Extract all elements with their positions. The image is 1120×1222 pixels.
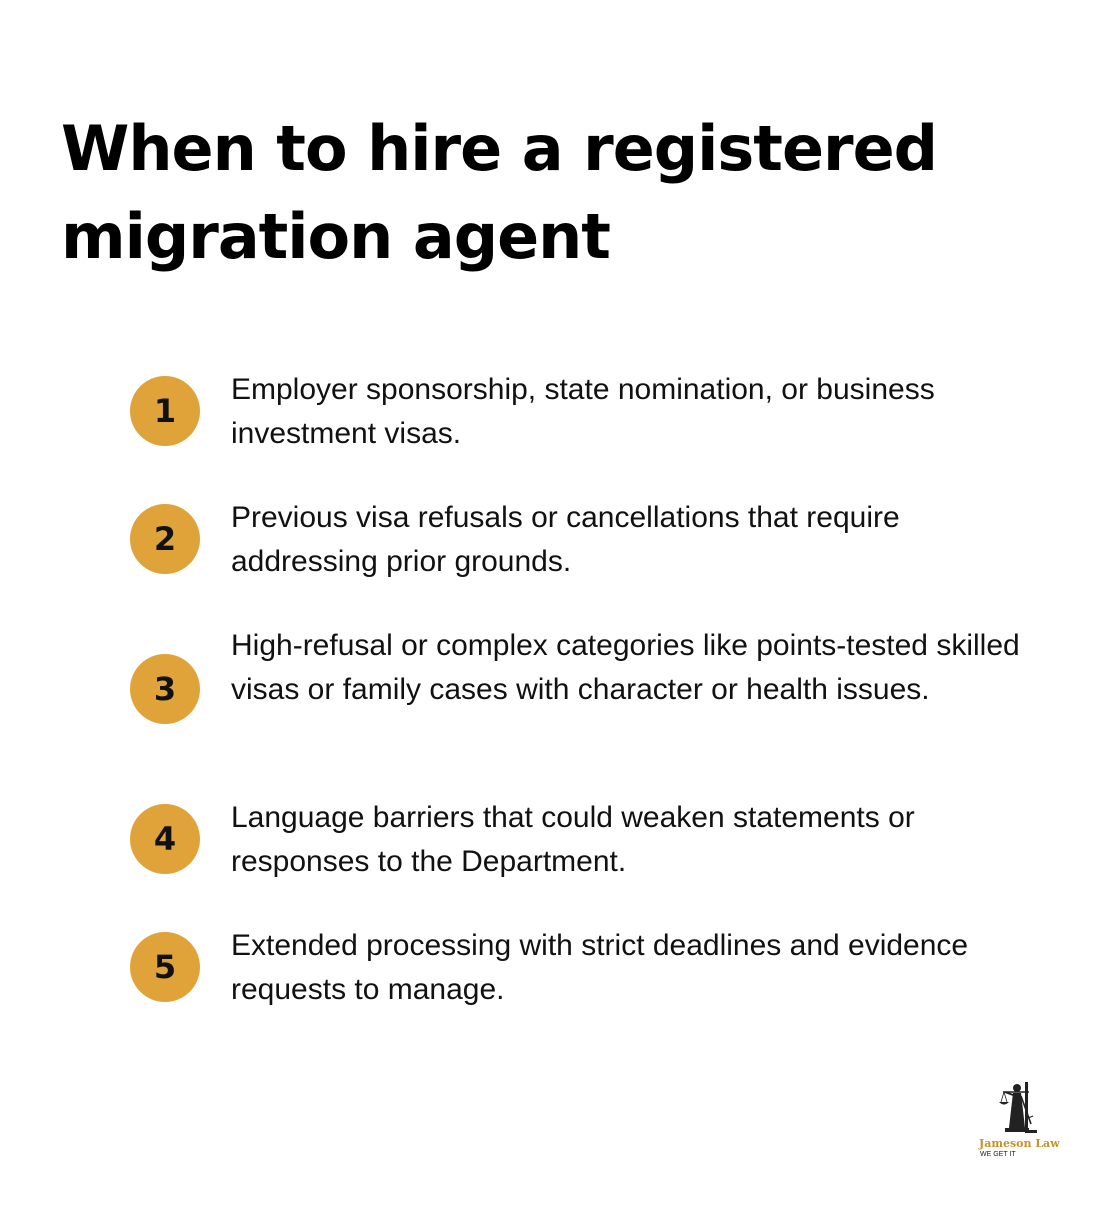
page-title: When to hire a registered migration agent — [61, 112, 937, 273]
step-text: Extended processing with strict deadlines and evidence requests to manage. — [231, 929, 969, 1006]
step-text: Employer sponsorship, state nomination, or business investment visas. — [231, 373, 935, 450]
company-logo — [975, 1080, 1065, 1160]
step-number-badge: 2 — [130, 504, 200, 574]
step-text: Language barriers that could weaken statements or responses to the Department. — [231, 801, 915, 878]
step-number-badge: 3 — [130, 654, 200, 724]
lady-justice-icon — [995, 1080, 1039, 1138]
logo-name: Jameson Law — [979, 1137, 1060, 1150]
step-text: Previous visa refusals or cancellations that require addressing prior grounds. — [231, 501, 900, 578]
step-number-badge: 1 — [130, 376, 200, 446]
step-text: High-refusal or complex categories like points-tested skilled visas or family cases with character or health issues. — [231, 629, 1020, 706]
logo-tagline: WE GET IT — [980, 1151, 1016, 1158]
step-number-badge: 4 — [130, 804, 200, 874]
step-number-badge: 5 — [130, 932, 200, 1002]
